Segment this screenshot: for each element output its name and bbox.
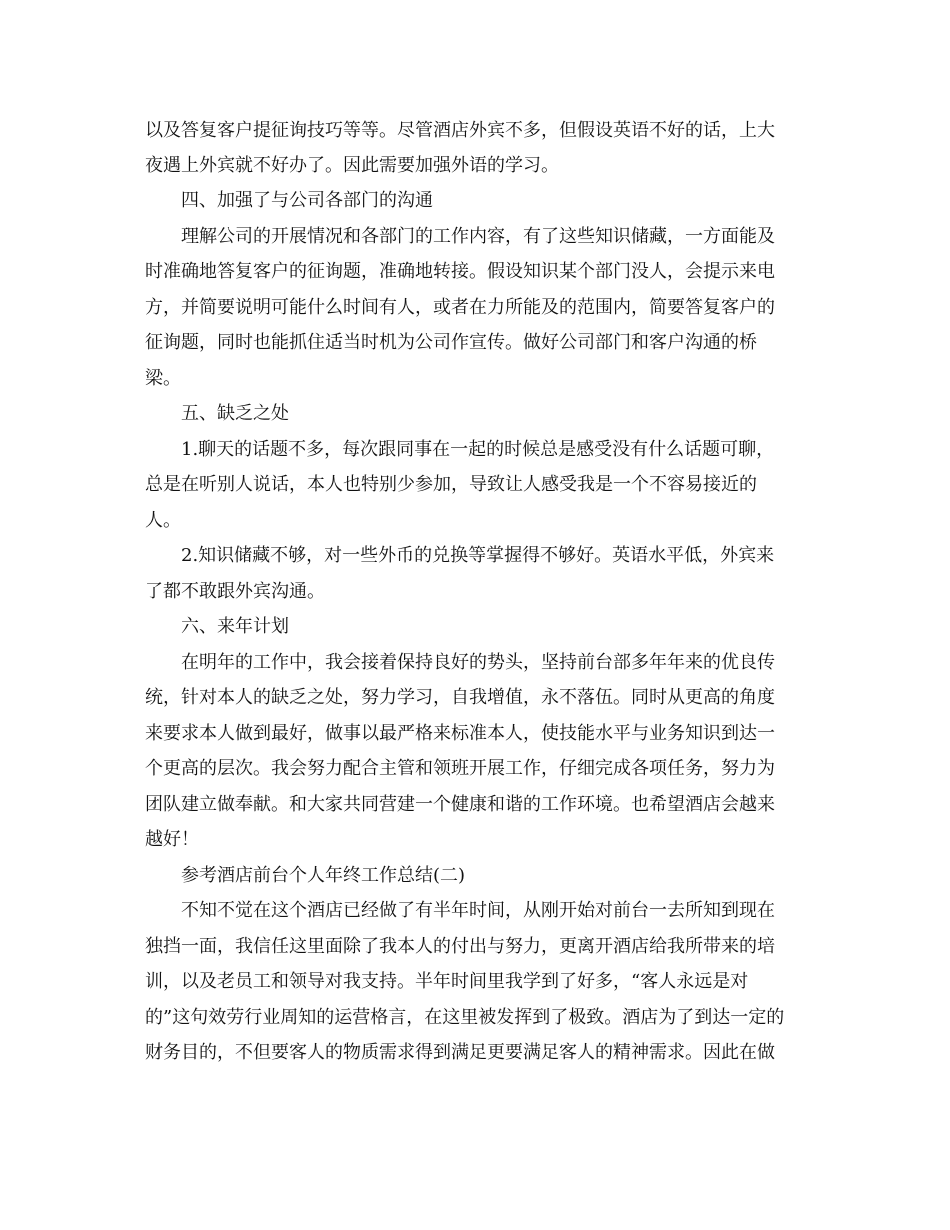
text-line: 1.聊天的话题不多，每次跟同事在一起的时候总是感受没有什么话题可聊， <box>181 439 775 460</box>
text-line: 来要求本人做到最好，做事以最严格来标准本人，使技能水平与业务知识到达一 <box>145 723 775 744</box>
text-line: 越好！ <box>145 829 199 850</box>
text-line: 团队建立做奉献。和大家共同营建一个健康和谐的工作环境。也希望酒店会越来 <box>145 794 775 815</box>
section-heading: 四、加强了与公司各部门的沟通 <box>181 190 433 211</box>
text-line: 统，针对本人的缺乏之处，努力学习，自我增值，永不落伍。同时从更高的角度 <box>145 687 775 708</box>
text-line: 财务目的，不但要客人的物质需求得到满足更要满足客人的精神需求。因此在做 <box>145 1042 775 1063</box>
text-line: 了都不敢跟外宾沟通。 <box>145 581 325 602</box>
text-line: 训，以及老员工和领导对我支持。半年时间里我学到了好多，“客人永远是对 <box>145 971 749 992</box>
section-heading: 六、来年计划 <box>181 616 289 637</box>
text-line: 总是在听别人说话，本人也特别少参加，导致让人感受我是一个不容易接近的 <box>145 474 757 495</box>
text-line: 个更高的层次。我会努力配合主管和领班开展工作，仔细完成各项任务，努力为 <box>145 758 775 779</box>
text-line: 征询题，同时也能抓住适当时机为公司作宣传。做好公司部门和客户沟通的桥 <box>145 332 757 353</box>
text-line: 2.知识储藏不够，对一些外币的兑换等掌握得不够好。英语水平低，外宾来 <box>181 545 775 566</box>
text-line: 以及答复客户提征询技巧等等。尽管酒店外宾不多，但假设英语不好的话，上大 <box>145 120 775 141</box>
section-heading: 五、缺乏之处 <box>181 403 289 424</box>
text-line: 不知不觉在这个酒店已经做了有半年时间，从刚开始对前台一去所知到现在 <box>181 900 775 921</box>
text-line: 独挡一面，我信任这里面除了我本人的付出与努力，更离开酒店给我所带来的培 <box>145 936 775 957</box>
text-line: 人。 <box>145 510 181 531</box>
text-line: 夜遇上外宾就不好办了。因此需要加强外语的学习。 <box>145 155 559 176</box>
text-line: 在明年的工作中，我会接着保持良好的势头，坚持前台部多年年来的优良传 <box>181 652 775 673</box>
text-line: 时准确地答复客户的征询题，准确地转接。假设知识某个部门没人，会提示来电 <box>145 261 775 282</box>
text-line: 方，并简要说明可能什么时间有人，或者在力所能及的范围内，简要答复客户的 <box>145 297 775 318</box>
text-line: 梁。 <box>145 368 181 389</box>
text-line: 理解公司的开展情况和各部门的工作内容，有了这些知识储藏，一方面能及 <box>181 226 775 247</box>
text-line: 的”这句效劳行业周知的运营格言，在这里被发挥到了极致。酒店为了到达一定的 <box>145 1007 785 1028</box>
document-subtitle: 参考酒店前台个人年终工作总结(二) <box>181 865 466 886</box>
